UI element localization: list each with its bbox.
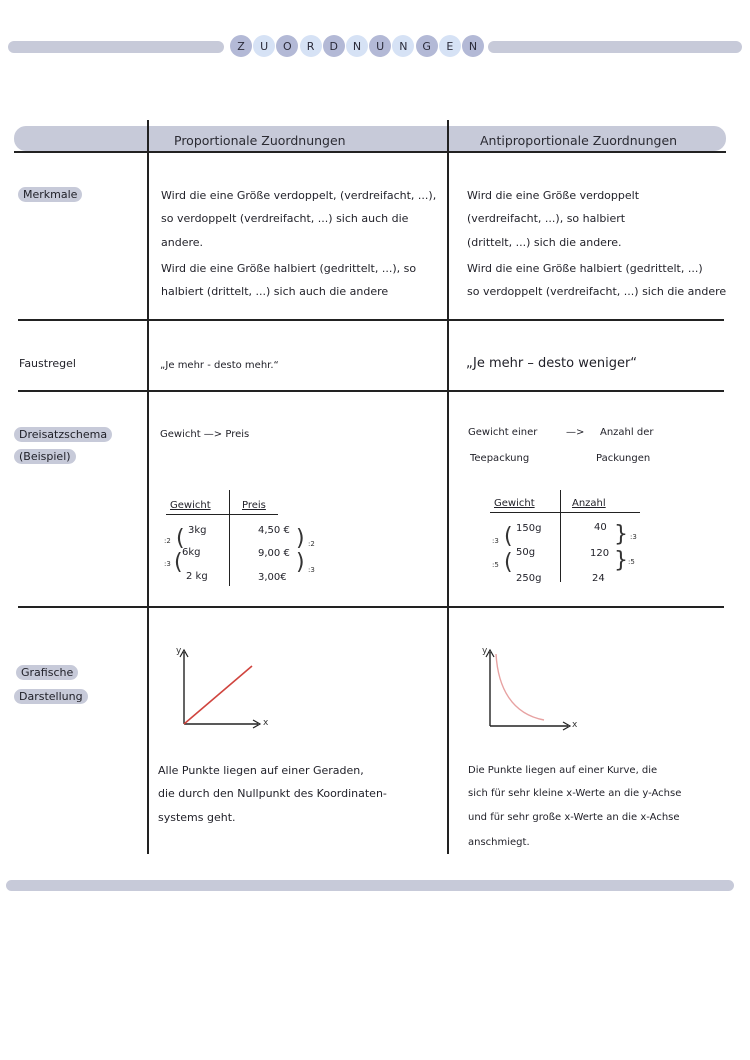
dreisatz-anti-rel-left-2: Teepackung bbox=[470, 453, 530, 464]
grafisch-anti-2: sich für sehr kleine x-Werte an die y-Achse bbox=[468, 788, 682, 799]
title-letter-9: G bbox=[416, 35, 438, 57]
graph-anti-curve bbox=[496, 654, 544, 720]
dreisatz-anti-right-3: 24 bbox=[592, 573, 605, 584]
merkmale-prop-5: halbiert (drittelt, ...) sich auch die andere bbox=[161, 285, 389, 298]
grafisch-anti-3: und für sehr große x-Werte an die x-Achse bbox=[468, 812, 680, 823]
grid-hline-1 bbox=[18, 319, 724, 321]
grafisch-prop-2: die durch den Nullpunkt des Koordinaten- bbox=[158, 787, 387, 800]
dreisatz-prop-brace-left-1: ( bbox=[176, 526, 185, 551]
dreisatz-anti-op-right-1: :3 bbox=[630, 533, 637, 541]
merkmale-prop-4: Wird die eine Größe halbiert (gedrittelt, ...), so bbox=[161, 262, 417, 275]
title-letter-6: N bbox=[346, 35, 368, 57]
title-letter-5: D bbox=[323, 35, 345, 57]
grid-hline-header bbox=[14, 151, 726, 153]
graph-proportional bbox=[168, 642, 278, 734]
dreisatz-prop-brace-left-2: ( bbox=[174, 550, 183, 575]
grafisch-anti-1: Die Punkte liegen auf einer Kurve, die bbox=[468, 765, 658, 776]
merkmale-anti-5: so verdoppelt (verdreifacht, ...) sich die andere bbox=[467, 285, 727, 298]
dreisatz-anti-left-1: 150g bbox=[516, 523, 542, 534]
grafisch-anti-4: anschmiegt. bbox=[468, 837, 530, 848]
dreisatz-anti-brace-right-2: } bbox=[614, 548, 628, 573]
dreisatz-anti-right-1: 40 bbox=[594, 522, 607, 533]
dreisatz-anti-op-left-2: :5 bbox=[492, 561, 499, 569]
title-letter-8: N bbox=[392, 35, 414, 57]
dreisatz-anti-brace-left-2: ( bbox=[504, 550, 513, 575]
title-letter-3: O bbox=[276, 35, 298, 57]
dreisatz-anti-rel-left-1: Gewicht einer bbox=[468, 427, 538, 438]
merkmale-anti-3: (drittelt, ...) sich die andere. bbox=[467, 236, 622, 249]
top-bar-right bbox=[488, 41, 742, 53]
dreisatz-anti-op-right-2: :5 bbox=[628, 558, 635, 566]
top-bar-left bbox=[8, 41, 224, 53]
graph-antiproportional bbox=[474, 642, 584, 734]
dreisatz-anti-divider bbox=[560, 490, 561, 582]
dreisatz-anti-rel-right-1: Anzahl der bbox=[600, 427, 654, 438]
graph-anti-x-label: x bbox=[572, 720, 578, 730]
grafisch-prop-1: Alle Punkte liegen auf einer Geraden, bbox=[158, 764, 364, 777]
row-label-grafisch-1: Grafische bbox=[16, 665, 78, 680]
dreisatz-prop-left-2: 6kg bbox=[182, 547, 201, 558]
bottom-bar bbox=[6, 880, 734, 891]
merkmale-prop-1: Wird die eine Größe verdoppelt, (verdreifacht, ...), bbox=[161, 189, 437, 202]
dreisatz-prop-underline bbox=[166, 514, 278, 515]
row-label-faustregel: Faustregel bbox=[19, 357, 76, 370]
grid-vline-2 bbox=[447, 120, 449, 854]
dreisatz-anti-right-2: 120 bbox=[590, 548, 610, 559]
dreisatz-prop-relation: Gewicht —> Preis bbox=[160, 429, 250, 440]
dreisatz-anti-underline bbox=[490, 512, 640, 513]
dreisatz-prop-head-right: Preis bbox=[242, 500, 266, 511]
dreisatz-anti-rel-right-2: Packungen bbox=[596, 453, 651, 464]
dreisatz-anti-op-left-1: :3 bbox=[492, 537, 499, 545]
dreisatz-anti-brace-right-1: } bbox=[614, 522, 628, 547]
title-letter-2: U bbox=[253, 35, 275, 57]
faustregel-prop: „Je mehr - desto mehr.“ bbox=[160, 360, 279, 371]
grafisch-prop-3: systems geht. bbox=[158, 811, 236, 824]
dreisatz-prop-right-1: 4,50 € bbox=[258, 525, 290, 536]
faustregel-anti: „Je mehr – desto weniger“ bbox=[466, 356, 638, 371]
dreisatz-prop-right-2: 9,00 € bbox=[258, 548, 290, 559]
row-label-merkmale: Merkmale bbox=[18, 187, 82, 202]
dreisatz-prop-right-3: 3,00€ bbox=[258, 572, 287, 583]
column-title-proportional: Proportionale Zuordnungen bbox=[174, 133, 346, 148]
dreisatz-prop-head-left: Gewicht bbox=[170, 500, 211, 511]
dreisatz-anti-brace-left-1: ( bbox=[504, 524, 513, 549]
dreisatz-prop-left-1: 3kg bbox=[188, 525, 207, 536]
column-title-antiproportional: Antiproportionale Zuordnungen bbox=[480, 133, 678, 148]
dreisatz-prop-brace-right-2: ) bbox=[296, 550, 305, 575]
title-letter-4: R bbox=[300, 35, 322, 57]
row-label-dreisatz: Dreisatzschema bbox=[14, 427, 112, 442]
dreisatz-anti-left-2: 50g bbox=[516, 547, 536, 558]
dreisatz-prop-op-left-1: :2 bbox=[164, 537, 171, 545]
dreisatz-prop-left-3: 2 kg bbox=[186, 571, 208, 582]
row-label-beispiel: (Beispiel) bbox=[14, 449, 76, 464]
title-letter-7: U bbox=[369, 35, 391, 57]
title-letter-1: Z bbox=[230, 35, 252, 57]
grid-hline-2 bbox=[18, 390, 724, 392]
graph-anti-y-label: y bbox=[482, 646, 488, 656]
dreisatz-prop-brace-right-1: ) bbox=[296, 526, 305, 551]
dreisatz-prop-divider bbox=[229, 490, 230, 586]
graph-prop-y-label: y bbox=[176, 646, 182, 656]
merkmale-anti-1: Wird die eine Größe verdoppelt bbox=[467, 189, 640, 202]
graph-prop-line bbox=[184, 666, 252, 724]
merkmale-anti-2: (verdreifacht, ...), so halbiert bbox=[467, 212, 626, 225]
graph-prop-x-label: x bbox=[263, 718, 269, 728]
dreisatz-anti-rel-arrow: —> bbox=[566, 427, 585, 438]
row-label-grafisch-2: Darstellung bbox=[14, 689, 88, 704]
dreisatz-anti-left-3: 250g bbox=[516, 573, 542, 584]
merkmale-prop-2: so verdoppelt (verdreifacht, ...) sich auch die bbox=[161, 212, 409, 225]
title-letter-10: E bbox=[439, 35, 461, 57]
dreisatz-prop-op-right-2: :3 bbox=[308, 566, 315, 574]
dreisatz-anti-head-left: Gewicht bbox=[494, 498, 535, 509]
merkmale-anti-4: Wird die eine Größe halbiert (gedrittelt, ...) bbox=[467, 262, 703, 275]
dreisatz-prop-op-left-2: :3 bbox=[164, 560, 171, 568]
title-letter-11: N bbox=[462, 35, 484, 57]
grid-vline-1 bbox=[147, 120, 149, 854]
dreisatz-prop-op-right-1: :2 bbox=[308, 540, 315, 548]
grid-hline-3 bbox=[18, 606, 724, 608]
merkmale-prop-3: andere. bbox=[161, 236, 204, 249]
dreisatz-anti-head-right: Anzahl bbox=[572, 498, 606, 509]
